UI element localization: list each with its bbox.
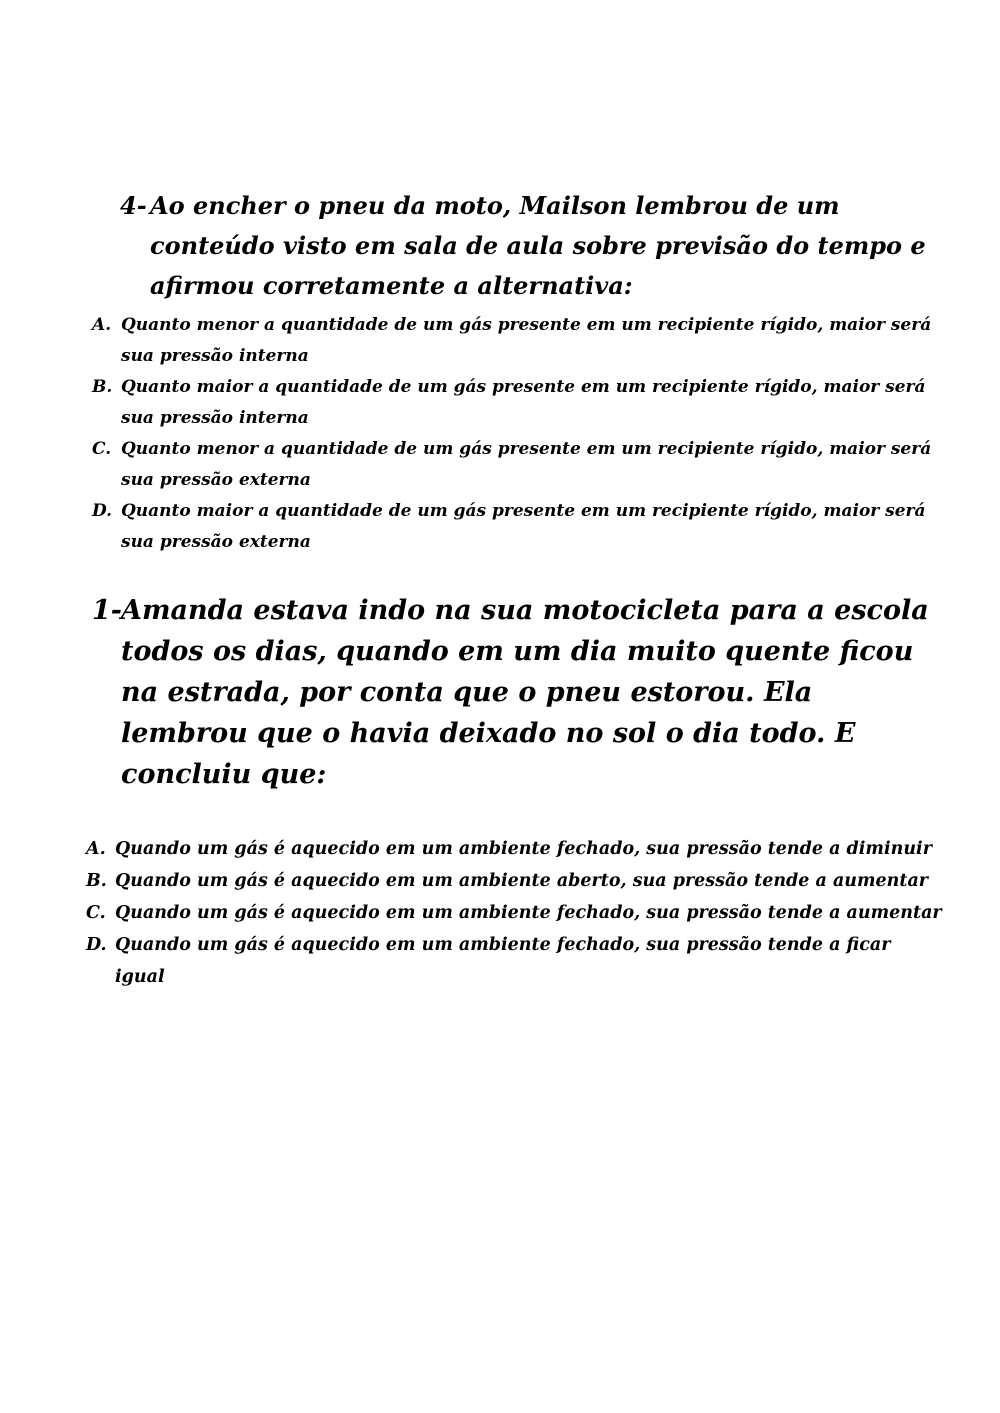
option-letter: C.: [92, 439, 112, 459]
option-letter: A.: [86, 839, 106, 859]
option-text: Quando um gás é aquecido em um ambiente fechado, sua pressão tende a ficar igual: [115, 935, 891, 987]
option-c[interactable]: [86, 897, 942, 929]
option-text: Quanto menor a quantidade de um gás presente em um recipiente rígido, maior será sua pressão externa: [121, 439, 932, 490]
option-a[interactable]: [86, 833, 942, 865]
question-number: 4-: [120, 191, 147, 220]
option-letter: D.: [86, 935, 107, 955]
option-text: Quanto maior a quantidade de um gás presente em um recipiente rígido, maior será sua pressão interna: [121, 377, 926, 428]
option-text: Quando um gás é aquecido em um ambiente aberto, sua pressão tende a aumentar: [115, 871, 929, 891]
question-text: Ao encher o pneu da moto, Mailson lembrou de um conteúdo visto em sala de aula sobre previsão do tempo e afirmou corretamente a alternativa:: [150, 191, 926, 300]
question-text: Amanda estava indo na sua motocicleta para a escola todos os dias, quando em um dia muito quente ficou na estrada, por conta que o pneu estorou. Ela lembrou que o havia deixado no sol o dia todo. E concluiu que:: [121, 595, 929, 790]
option-letter: D.: [92, 501, 113, 521]
option-text: Quanto maior a quantidade de um gás presente em um recipiente rígido, maior será sua pressão externa: [121, 501, 926, 552]
option-letter: A.: [92, 315, 112, 335]
options-list: [86, 833, 942, 993]
option-text: Quando um gás é aquecido em um ambiente fechado, sua pressão tende a aumentar: [115, 903, 942, 923]
option-letter: C.: [86, 903, 106, 923]
question-title: [92, 590, 942, 795]
option-text: Quanto menor a quantidade de um gás presente em um recipiente rígido, maior será sua pressão interna: [121, 315, 932, 366]
option-letter: B.: [86, 871, 107, 891]
option-a[interactable]: [92, 310, 942, 372]
option-d[interactable]: [86, 929, 942, 993]
question-1: [86, 590, 942, 993]
question-4: [92, 186, 942, 558]
question-title: [120, 186, 942, 306]
options-list: [92, 310, 942, 558]
option-c[interactable]: [92, 434, 942, 496]
question-number: 1-: [92, 595, 122, 626]
option-b[interactable]: [92, 372, 942, 434]
option-text: Quando um gás é aquecido em um ambiente fechado, sua pressão tende a diminuir: [115, 839, 932, 859]
option-letter: B.: [92, 377, 113, 397]
option-b[interactable]: [86, 865, 942, 897]
option-d[interactable]: [92, 496, 942, 558]
